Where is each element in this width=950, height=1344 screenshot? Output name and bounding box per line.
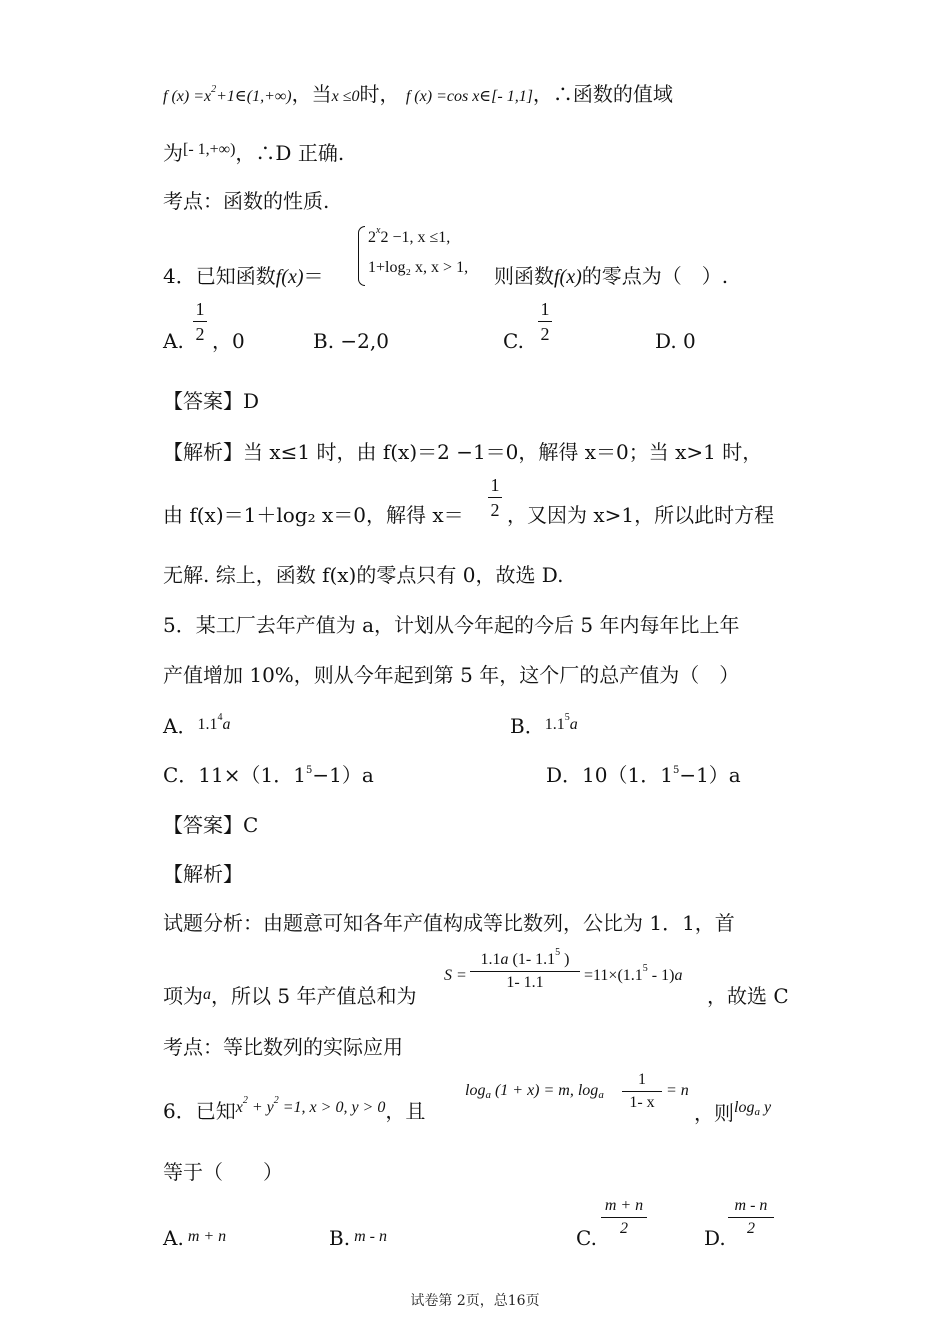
text-line [163, 84, 673, 105]
analysis-heading: 【解析】 [163, 862, 243, 886]
fraction: m + n 2 [601, 1198, 647, 1237]
fraction: 1 2 [538, 300, 552, 343]
analysis-line-2-end: ，故选 C [707, 984, 789, 1008]
fraction: 1 2 [193, 300, 207, 343]
option-b: B. −2,0 [313, 329, 389, 353]
option-d: D．10（1．$1^5-1)a$ [546, 763, 741, 787]
fraction: 1 1- x [622, 1072, 662, 1111]
piecewise-case-1: $2^x2 -1$, x ≤1, [368, 225, 451, 246]
analysis-line-2b: ，又因为 x>1，所以此时方程 [507, 503, 775, 527]
option-c: C. [576, 1226, 597, 1250]
question-4-stem-end: 则函数f(x)的零点为（ ）. [494, 264, 729, 288]
question-6-stem-end: ，则$^{log_a y}$ [694, 1099, 772, 1125]
option-c: C. [503, 329, 524, 353]
option-b: B．$^{1.1^5a}$ [510, 712, 578, 738]
fraction: m - n 2 [728, 1198, 774, 1237]
option-d: D. [704, 1226, 726, 1250]
question-4-stem: 4．已知函数f(x)＝ [163, 264, 324, 288]
answer: 【答案】D [163, 389, 260, 413]
sum-lhs: S = [444, 967, 467, 984]
piecewise-case-2: 1+log₂ x, x > 1, [368, 259, 469, 276]
text: ，当 [291, 82, 332, 106]
text: ，∴函数的值域 [532, 82, 673, 106]
option-a-rest: ，0 [212, 329, 245, 353]
option-c: C．11×（1．$1^5-1)a$ [163, 763, 374, 787]
option-d: D. 0 [655, 329, 696, 353]
kaodian: 考点：函数的性质. [163, 189, 330, 213]
piecewise-brace [358, 226, 365, 286]
math-expression: f $(x) =x^2+1\in(1,+\infty)$ [163, 84, 292, 105]
text: ，∴D 正确. [235, 141, 345, 165]
text: 时， [359, 82, 400, 106]
math-expression: x ≤0 [331, 88, 360, 105]
option-a: A. $^{m + n}$ [163, 1226, 227, 1250]
sum-fraction: 1.1a (1- $1.1^5$ ) 1- 1.1 [470, 952, 580, 991]
analysis-line-1: 【解析】当 x≤1 时，由 f(x)＝2 −1＝0，解得 x＝0；当 x>1 时， [163, 440, 763, 464]
log-equal: = n [666, 1082, 689, 1099]
analysis-line-3: 无解. 综上，函数 f(x)的零点只有 0，故选 D. [163, 563, 564, 587]
math-expression: f (x) =cos x∈[- 1,1] [405, 88, 533, 105]
question-6-stem-2: 等于（ ） [163, 1160, 283, 1184]
text-line [163, 142, 344, 163]
text: 为 [163, 141, 183, 165]
option-a: A．$^{1.1^4a}$ [163, 712, 231, 738]
option-b: B. $^{m - n}$ [329, 1226, 387, 1250]
analysis-line-1: 试题分析：由题意可知各年产值构成等比数列，公比为 1．1，首 [163, 911, 735, 935]
answer: 【答案】C [163, 813, 259, 837]
fraction: 1 2 [488, 476, 502, 519]
page-footer: 试卷第 2页，总16页 [410, 1293, 540, 1309]
question-6-stem: 6．已知$^{x^2 + y^2 =1, x > 0, y > 0}$，且 [163, 1095, 426, 1123]
kaodian: 考点：等比数列的实际应用 [163, 1035, 403, 1059]
sum-rhs: $=11\times(1.1^5 - 1)a$ [584, 963, 683, 984]
option-a: A. [163, 329, 184, 353]
log-expression: $\log_a (1 + x) = m$, $\log_a$ [465, 1082, 604, 1101]
question-5-stem-2: 产值增加 10%，则从今年起到第 5 年，这个厂的总产值为（ ） [163, 663, 740, 687]
analysis-line-2: 项为$^a$，所以 5 年产值总和为 [163, 984, 417, 1008]
question-5-stem-1: 5．某工厂去年产值为 a，计划从今年起的今后 5 年内每年比上年 [163, 613, 740, 637]
analysis-line-2a: 由 f(x)＝1＋log₂ x＝0，解得 x＝ [163, 503, 464, 527]
math-expression: [- 1,+∞) [183, 141, 236, 158]
